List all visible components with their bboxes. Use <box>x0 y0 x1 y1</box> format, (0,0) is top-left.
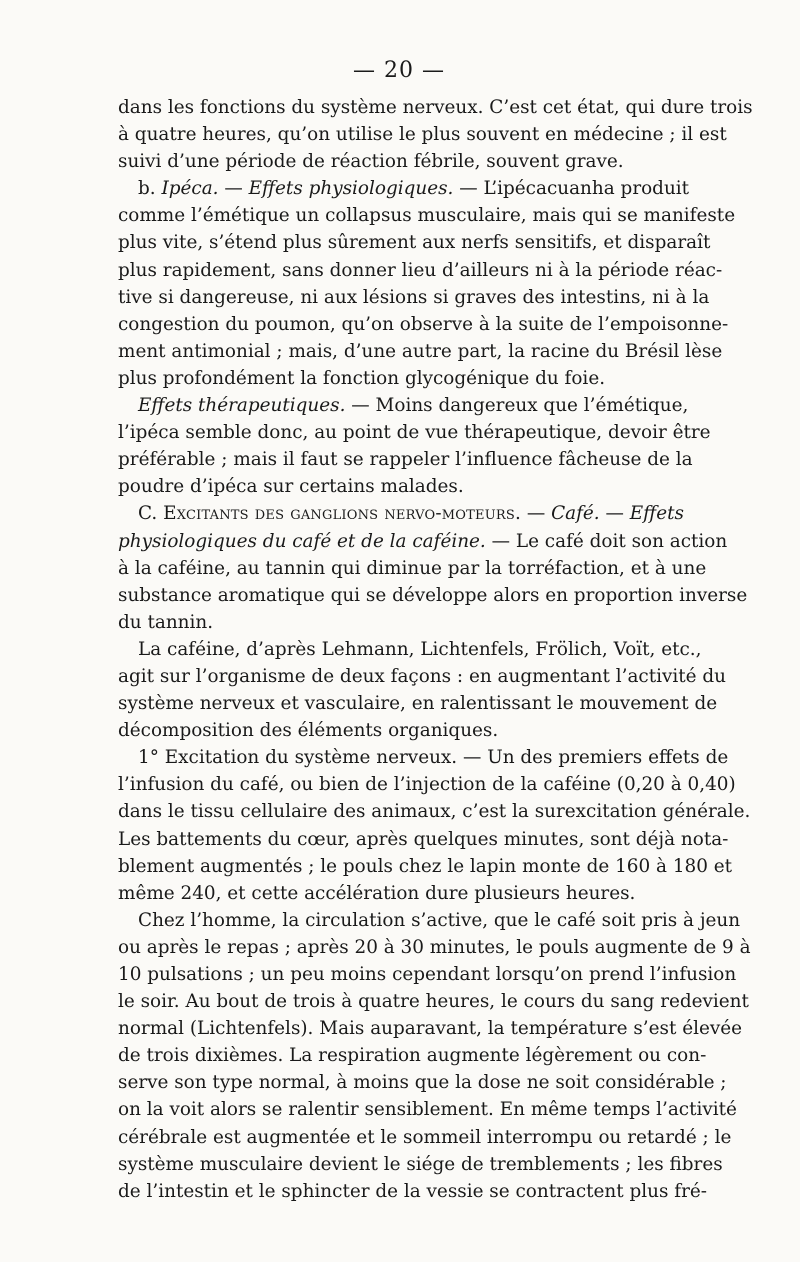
text-line: comme l’émétique un collapsus musculaire, mais qui se manifeste <box>118 205 736 227</box>
text-line: dans le tissu cellulaire des animaux, c’est la surexcitation générale. <box>118 801 751 823</box>
text-line: plus vite, s’étend plus sûrement aux nerfs sensitifs, et disparaît <box>118 232 711 254</box>
text-line: l’infusion du café, ou bien de l’injection de la caféine (0,20 à 0,40) <box>118 774 736 796</box>
text-line: Les battements du cœur, après quelques minutes, sont déjà nota- <box>118 828 729 850</box>
text-line: décomposition des éléments organiques. <box>118 720 499 742</box>
text-line: b. Ipéca. — Effets physiologiques. — L’ipécacuanha produit <box>138 178 690 200</box>
text-line: à quatre heures, qu’on utilise le plus souvent en médecine ; il est <box>118 124 727 146</box>
text-line: plus profondément la fonction glycogénique du foie. <box>118 367 606 389</box>
text-line: système nerveux et vasculaire, en ralentissant le mouvement de <box>118 693 718 715</box>
text-line: même 240, et cette accélération dure plusieurs heures. <box>118 882 636 904</box>
page-number: — 20 — <box>353 58 445 83</box>
text-line: de trois dixièmes. La respiration augmente légèrement ou con- <box>118 1045 707 1067</box>
text-line: Effets thérapeutiques. — Moins dangereux que l’émétique, <box>138 395 689 417</box>
text-line: poudre d’ipéca sur certains malades. <box>118 476 464 498</box>
text-line: dans les fonctions du système nerveux. C’est cet état, qui dure trois <box>118 97 753 118</box>
text-line: La caféine, d’après Lehmann, Lichtenfels, Frölich, Voït, etc., <box>138 638 702 660</box>
text-line: de l’intestin et le sphincter de la vessie se contractent plus fré- <box>118 1180 707 1202</box>
text-line: C. Excitants des ganglions nervo-moteurs. — Café. — Effets <box>138 503 684 525</box>
text-line: ou après le repas ; après 20 à 30 minutes, le pouls augmente de 9 à <box>118 936 751 958</box>
text-line: 1° Excitation du système nerveux. — Un des premiers effets de <box>138 747 729 769</box>
text-line: physiologiques du café et de la caféine. — Le café doit son action <box>118 530 728 552</box>
text-line: plus rapidement, sans donner lieu d’ailleurs ni à la période réac- <box>118 259 723 281</box>
text-line: du tannin. <box>118 611 214 633</box>
text-line: le soir. Au bout de trois à quatre heures, le cours du sang redevient <box>118 991 749 1013</box>
text-line: à la caféine, au tannin qui diminue par la torréfaction, et à une <box>118 557 707 579</box>
text-line: l’ipéca semble donc, au point de vue thérapeutique, devoir être <box>118 422 711 444</box>
text-line: substance aromatique qui se développe alors en proportion inverse <box>118 584 748 606</box>
body-text <box>118 94 753 1205</box>
text-line: congestion du poumon, qu’on observe à la suite de l’empoisonne- <box>118 313 729 335</box>
text-line: système musculaire devient le siége de tremblements ; les fibres <box>118 1153 723 1175</box>
text-line: cérébrale est augmentée et le sommeil interrompu ou retardé ; le <box>118 1126 732 1148</box>
text-line: Chez l’homme, la circulation s’active, que le café soit pris à jeun <box>138 909 741 931</box>
text-line: suivi d’une période de réaction fébrile, souvent grave. <box>118 151 624 173</box>
text-line: serve son type normal, à moins que la dose ne soit considérable ; <box>118 1072 727 1094</box>
text-line: normal (Lichtenfels). Mais auparavant, la température s’est élevée <box>118 1018 743 1040</box>
text-line: blement augmentés ; le pouls chez le lapin monte de 160 à 180 et <box>118 855 733 877</box>
text-line: préférable ; mais il faut se rappeler l’influence fâcheuse de la <box>118 449 693 471</box>
text-line: tive si dangereuse, ni aux lésions si graves des intestins, ni à la <box>118 286 710 308</box>
book-page <box>118 56 753 1205</box>
text-line: agit sur l’organisme de deux façons : en augmentant l’activité du <box>118 665 726 687</box>
text-line: on la voit alors se ralentir sensiblement. En même temps l’activité <box>118 1099 737 1121</box>
text-line: 10 pulsations ; un peu moins cependant lorsqu’on prend l’infusion <box>118 964 737 985</box>
text-line: ment antimonial ; mais, d’une autre part, la racine du Brésil lèse <box>118 340 723 362</box>
